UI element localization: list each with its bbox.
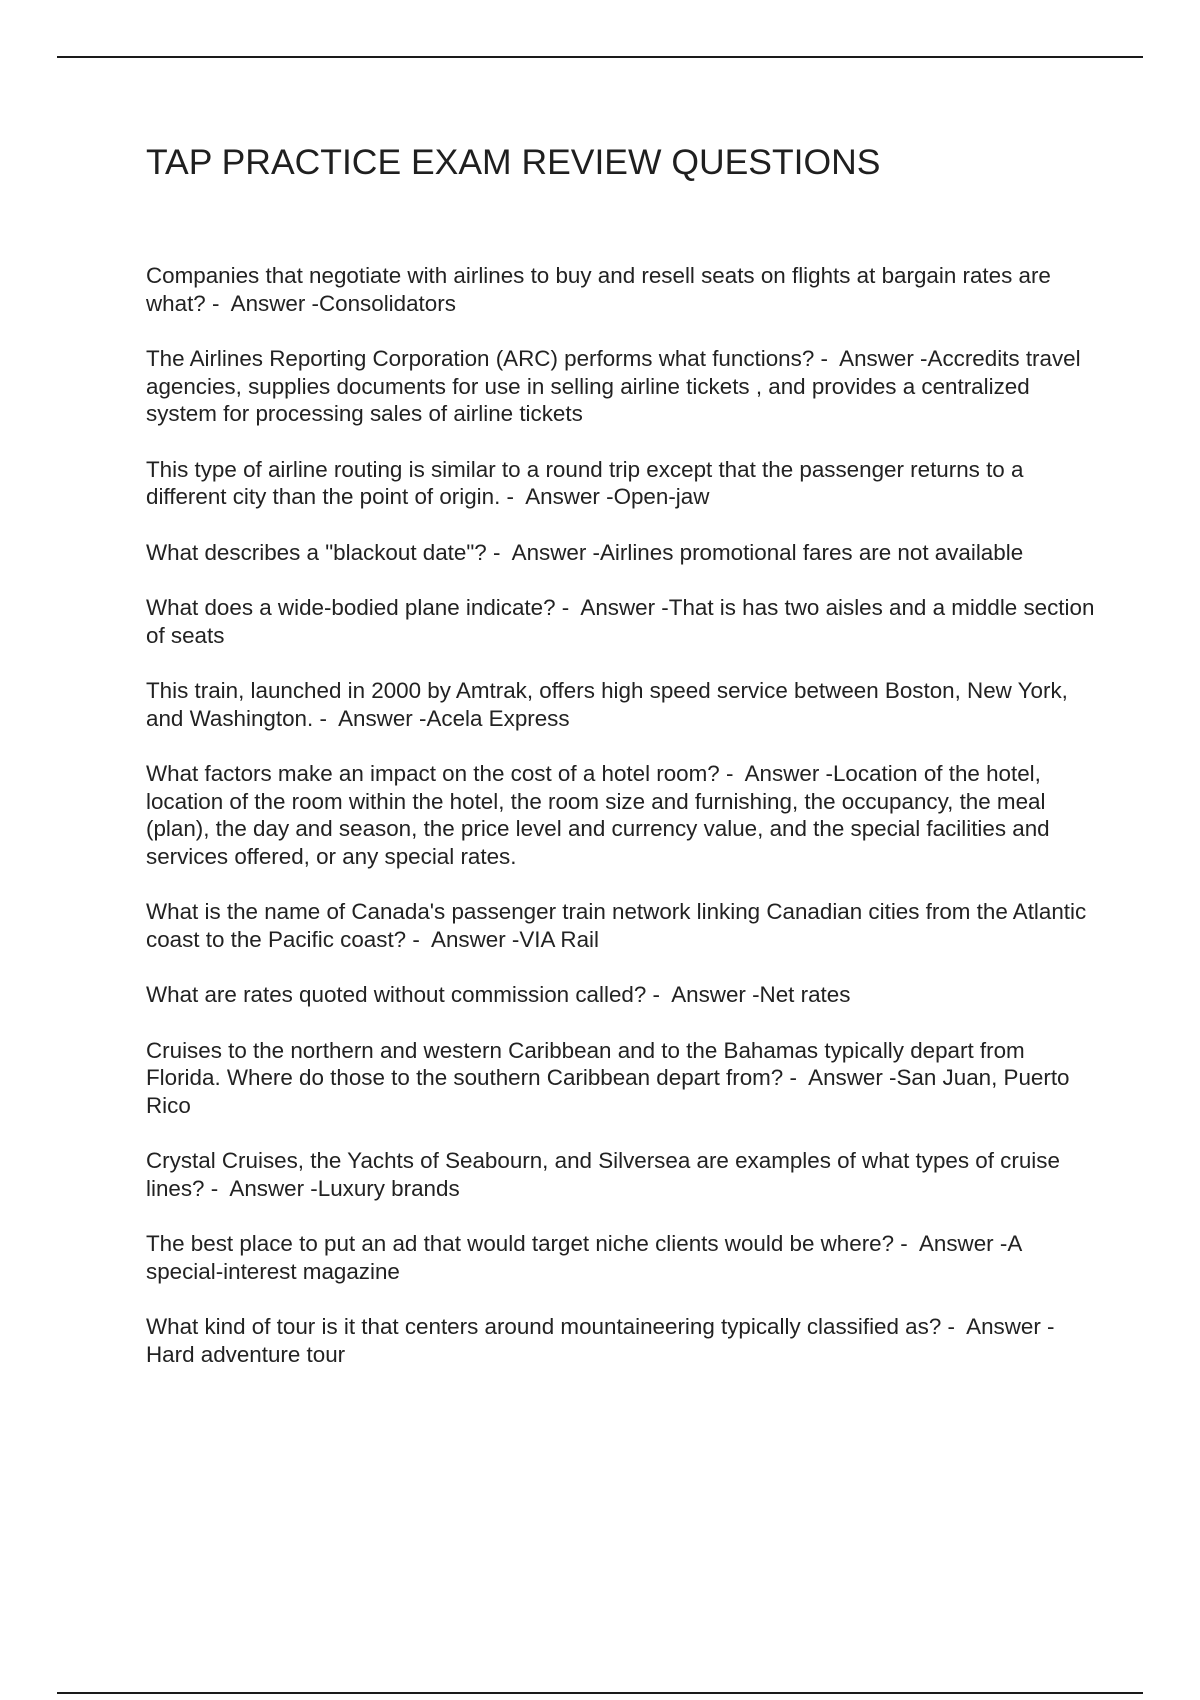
qa-item [146, 539, 1096, 567]
answer-text: Net rates [759, 982, 851, 1007]
answer-text: Hard adventure tour [146, 1341, 346, 1367]
qa-item [146, 1313, 1096, 1368]
qa-item [146, 1037, 1096, 1120]
question-text: The Airlines Reporting Corporation (ARC) performs what functions? [146, 346, 815, 371]
question-text: What are rates quoted without commission called? [146, 982, 647, 1007]
qa-item [146, 456, 1096, 511]
answer-separator: - Answer - [646, 982, 760, 1007]
question-text: This train, launched in 2000 by Amtrak, offers high speed service between Boston, New York, and Washington. [146, 678, 1075, 731]
answer-text: A special-interest magazine [146, 1231, 1028, 1284]
bottom-rule [57, 1692, 1143, 1694]
qa-item [146, 262, 1096, 317]
qa-item [146, 345, 1096, 428]
question-text: Companies that negotiate with airlines to buy and resell seats on flights at bargain rates are what? [146, 263, 1058, 316]
answer-separator: - Answer - [486, 539, 600, 565]
question-text: What describes a "blackout date"? [146, 539, 487, 565]
qa-list [146, 262, 1101, 1368]
answer-text: VIA Rail [519, 926, 600, 952]
qa-item [146, 1147, 1096, 1202]
answer-separator: - Answer - [783, 1065, 897, 1090]
answer-separator: - Answer - [313, 705, 427, 731]
answer-separator: - Answer - [500, 484, 614, 509]
qa-item [146, 677, 1096, 732]
answer-text: Luxury brands [317, 1175, 460, 1201]
document-body [146, 140, 1101, 1396]
answer-separator: - Answer - [555, 595, 669, 620]
answer-text: That is has two aisles and a middle section of seats [146, 595, 1101, 648]
answer-text: Airlines promotional fares are not available [599, 539, 1024, 565]
question-text: What kind of tour is it that centers around mountaineering typically classified as? [146, 1314, 942, 1339]
answer-text: Accredits travel agencies, supplies documents for use in selling airline tickets , and provides a centralized system for processing sales of airline tickets [146, 346, 1087, 426]
answer-text: Open-jaw [613, 484, 710, 509]
answer-separator: - Answer - [406, 926, 520, 952]
answer-separator: - Answer - [205, 290, 319, 316]
question-text: Cruises to the northern and western Caribbean and to the Bahamas typically depart from Florida. Where do those to the southern Caribbean depart from? [146, 1037, 1031, 1090]
answer-separator: - Answer - [814, 346, 928, 371]
answer-text: Acela Express [426, 705, 570, 731]
question-text: The best place to put an ad that would target niche clients would be where? [146, 1231, 895, 1256]
answer-text: San Juan, Puerto Rico [146, 1065, 1076, 1118]
question-text: What factors make an impact on the cost of a hotel room? [146, 761, 720, 786]
qa-item [146, 594, 1101, 649]
top-rule [57, 56, 1143, 58]
answer-separator: - Answer - [204, 1175, 318, 1201]
answer-text: Location of the hotel, location of the room within the hotel, the room size and furnishing, the occupancy, the meal (plan), the day and season, the price level and currency value, and the special facilities and services offered, or any special rates. [146, 761, 1056, 869]
answer-separator: - Answer - [941, 1314, 1055, 1339]
answer-separator: - Answer - [894, 1231, 1008, 1256]
answer-text: Consolidators [318, 290, 456, 316]
question-text: This type of airline routing is similar to a round trip except that the passenger returns to a different city than the point of origin. [146, 456, 1030, 509]
question-text: Crystal Cruises, the Yachts of Seabourn, and Silversea are examples of what types of cruise lines? [146, 1148, 1067, 1201]
qa-item [146, 981, 1096, 1009]
answer-separator: - Answer - [719, 761, 833, 786]
question-text: What does a wide-bodied plane indicate? [146, 595, 556, 620]
qa-item [146, 760, 1096, 870]
page-title: TAP PRACTICE EXAM REVIEW QUESTIONS [146, 142, 881, 182]
qa-item [146, 1230, 1096, 1285]
question-text: What is the name of Canada's passenger train network linking Canadian cities from the Atlantic coast to the Pacific coast? [146, 899, 1093, 952]
qa-item [146, 898, 1096, 953]
